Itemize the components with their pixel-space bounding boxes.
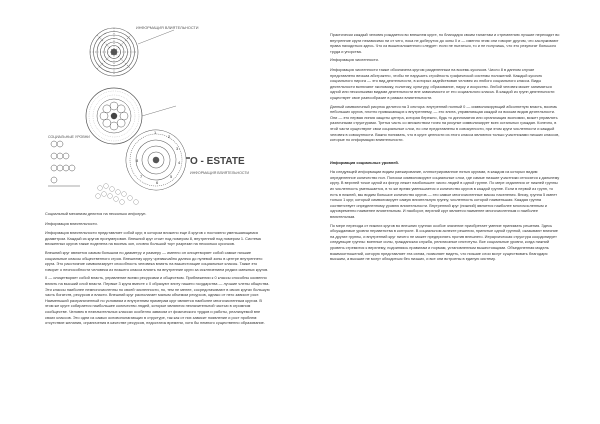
influence-diagram (90, 28, 174, 76)
social-levels-diagram (48, 141, 80, 186)
paragraph: Внешний круг является самым большим по диаметру и размеру — именно он олицетворяет собой самые низшие социальные классы общественного строя. Внешнему кругу чрезвычайно далеко до нулевой зоны в центре внутреннего круга. Это расстояние символизирует способность человека влиять на вышестоящие социальные классы. Также это говорит о неспособности человека из низшего класса влиять на внутренние круги за исключением редких смежных кругов. (45, 249, 269, 272)
wheel-number: 7 (140, 174, 143, 179)
wheel-number: 3 (176, 146, 179, 151)
figure-label-top: ИНФОРМАЦИЯ ВЛИЯТЕЛЬНОСТИ (136, 26, 199, 30)
section-heading: Информация влиятельности. (45, 220, 98, 226)
paragraph: Данный символичный рисунок делится на 3 сектора: внутренний полный 0 — символизирующий абсолютную власть, восемь небольших кругов, плотно примыкающих к внутреннему, — это элита, управляющая каждой из восьми видов деятельности. Они — это первая линия защиты центра, которая бережно, будь то дипломатия или организация экономии, может управлять различными структурами. Третья часть со множеством точек на рисунке символизирует всех остальных граждан. Конечно, в этой части существуют свои социальные слои, но они представлены в совокупности, при этом круги численности и каждый человек в совокупности. Важно понимать, что в круге ценности из этого класса являются только участниками низших классов, которые по информации влиятельности. (330, 103, 560, 143)
population-diagram (86, 88, 176, 144)
wheel-number: 4 (178, 160, 181, 165)
section-title: Информация социальных уровней. (330, 159, 399, 165)
paragraph: Информация влиятельности представляет собой круг, в котором вложено еще 8 кругов с постоянно уменьшающимся диаметром. Каждый из кругов пронумерован. Внешний круг стоит под номером 8, внутренний под номером 1. Система вложенных кругов также поделена на восемь зон, словно большой торт разрезан на несколько кусочков. (45, 230, 261, 247)
wheel-number: 6 (156, 180, 159, 185)
paragraph: Информация численности также обозначена кругом разделенным на восемь кусочков. Число 8 в данном случае представлено весьма абстрактно, чтобы не нарушить стройность графической системы положений. Каждый кусочек социального пирога — это вид деятельности, в которых задействован человек из любого социального класса. Виды деятельности включают экономику, политику, культуру, образование, науку и искусство. Любой человек может заниматься одной или несколькими видами деятельности вне зависимости от его социального класса. В каждой из групп деятельности существует свое разнообразие в рамках влиятельности. (330, 66, 555, 100)
paragraph: На следующей информации видим ранжирование, иллюстрированное пятью кругами, в каждом из которых видим определенное количество пол. Полоски символизируют социальные слои, где самые низшие участники относятся к дальнему кругу. В верхней точке одной из фигур лежит наибольшее число людей в одной группе. По мере отдаления от нижней группы их численность уменьшается, в то же время уменьшается и количество кругов в каждой группе. Если в первой из групп, то есть в нижней, мы видим большое количество кругов — это самые многочисленные массы населения. Внизу, группа 5 имеет только 1 круг, который символизирует самую влиятельную группу, численность которой наименьшая. Каждая группа соответствует определенному уровню влиятельности. Внутренний круг (нижний) является наиболее многочисленным и одновременно наименее влиятельным. И наоборот, верхний круг является наименее многочисленным и наиболее влиятельным. (330, 169, 560, 220)
wheel-number: 8 (136, 158, 139, 163)
wheel-number: 2 (168, 134, 171, 139)
paragraph: По мере перехода от нижних кругов во внешних группах особое значение приобретает умение принимать решения. Здесь обсуждаемые уровни неравенства в контроле. В социальном аспекте решения, принятые одной группой, оказывают влияние на другие группы, и внутренний круг ничего не может предпринять против внешнего. Иерархическая структура координирует следующие группы: военные силы, гражданская служба, религиозные институты. Все социальные уровни, когда нижний уровень стремится к верхнему, подчиняясь правилам и нормам, установленным вышестоящими. Объединенная модель взаимоотношений, которую представляет эта схема, позволяет видеть, что низшие слои могут существовать благодаря высшим, а высшие не могут обходиться без низших, и все они встроены в единую систему. (330, 222, 558, 262)
figure-label-bottom: ИНФОРМАЦИЯ ВЛИЯТЕЛЬНОСТИ (190, 171, 250, 175)
section-heading: Информация численности. (330, 57, 379, 63)
crowd-pattern (96, 184, 139, 205)
wheel-number: 1 (154, 130, 157, 135)
intro-line: Социальный механизм делится на несколько инфогруп. (45, 211, 147, 216)
brand-logo: O - ESTATE (190, 156, 245, 167)
wheel-number: 5 (170, 174, 173, 179)
paragraph: 0 — олицетворяет собой власть, управление всеми ресурсами и обществом. Приближении к 0 классы способны косвенно влиять на высший слой власти. Первые 3 круга вместе с 0 образуют элиту нашего государства — лучшие члены общества. Эти классы наиболее немногочисленны по своей численности, но, тем не менее, сосредотачивают в своих кругах большую часть богатств, ресурсов и власти. Внешний круг располагает малым объемом ресурсов, однако от него зависит рост. Наименьший разграниченный по условиям и внутренним примерам круг является наиболее многочисленным кругом. В этом же круге собирается наибольшее количество людей, которые являются незначительной частью в огромном сообществе. Человек в незначительных классах особенно зависим от физического трудов и работы, реализуемой вне своих классов. Это одни из самых основополагающих в структуре, так как от них зависит появление и рост проблем: отсутствие желания, ограничения в качестве ресурсов, недостаток времени, хотя бы немного существенно образование. (45, 275, 270, 326)
estate-diagram (40, 18, 300, 210)
left-text-column (45, 211, 270, 329)
paragraph: Практически каждый человек рождается во внешнем круге, но благодаря своим талантам и стремлению лучшие переходят во внутренние круги независимо ни от чего, пока не доберутся до зоны 0 и — именно этим они говорят другим, что заслуживают права находиться здесь. Что из вышеизложенного следует: если не пытаться, то и не получишь, что это результат большого труда и упорства. (330, 32, 560, 54)
wheel-numbers (136, 130, 181, 185)
figure-label-social: СОЦИАЛЬНЫЕ УРОВНИ (48, 135, 90, 139)
right-text-column (330, 32, 560, 265)
